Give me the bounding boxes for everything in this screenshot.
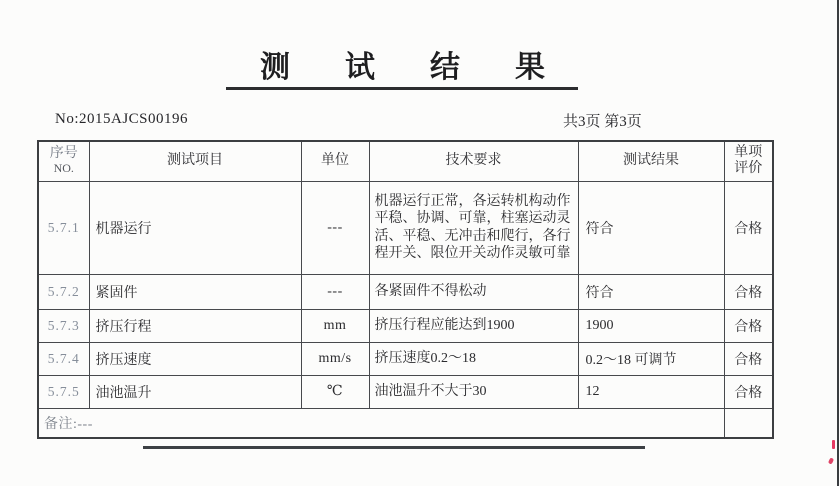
row-requirement: 挤压速度0.2～18 — [369, 342, 578, 375]
col-header-result: 测试结果 — [578, 141, 724, 181]
table-row — [38, 181, 773, 274]
table-row — [38, 342, 773, 375]
row-result: 1900 — [578, 309, 724, 342]
row-no: 5.7.5 — [38, 375, 89, 408]
report-number: No:2015AJCS00196 — [55, 111, 189, 127]
row-requirement: 油池温升不大于30 — [369, 375, 578, 408]
col-header-evaluation-line2: 评价 — [734, 161, 763, 177]
table-header — [38, 141, 773, 181]
header-row — [38, 141, 773, 181]
row-result: 12 — [578, 375, 724, 408]
row-item: 挤压行程 — [89, 309, 301, 342]
scan-red-mark — [828, 457, 834, 464]
scan-edge-line — [837, 0, 840, 486]
row-result: 0.2～18 可调节 — [578, 342, 724, 375]
row-no: 5.7.4 — [38, 342, 89, 375]
row-evaluation: 合格 — [724, 375, 773, 408]
col-header-unit: 单位 — [301, 141, 369, 181]
col-header-evaluation — [724, 141, 773, 181]
col-header-item: 测试项目 — [89, 141, 301, 181]
col-header-requirement: 技术要求 — [369, 141, 578, 181]
test-results-table — [37, 140, 774, 439]
table-row — [38, 274, 773, 309]
title-underline — [226, 87, 578, 90]
row-item: 挤压速度 — [89, 342, 301, 375]
row-item: 紧固件 — [89, 274, 301, 309]
col-header-no-label: 序号 — [49, 146, 78, 162]
table-footer — [38, 408, 773, 438]
row-requirement: 各紧固件不得松动 — [369, 274, 578, 309]
row-item: 机器运行 — [89, 181, 301, 274]
row-evaluation: 合格 — [724, 274, 773, 309]
col-header-evaluation-line1: 单项 — [734, 145, 763, 161]
remark-cell: 备注:--- — [38, 408, 724, 438]
row-requirement: 机器运行正常，各运转机构动作平稳、协调、可靠，柱塞运动灵活、平稳、无冲击和爬行，各行程开关、限位开关动作灵敏可靠 — [369, 181, 578, 274]
row-evaluation: 合格 — [724, 181, 773, 274]
row-result: 符合 — [578, 274, 724, 309]
row-unit: mm/s — [301, 342, 369, 375]
row-requirement: 挤压行程应能达到1900 — [369, 309, 578, 342]
row-evaluation: 合格 — [724, 342, 773, 375]
table-body — [38, 181, 773, 408]
scan-artifact-line — [143, 446, 645, 449]
row-no: 5.7.1 — [38, 181, 89, 274]
row-no: 5.7.2 — [38, 274, 89, 309]
scan-red-mark — [832, 440, 835, 449]
table-row — [38, 309, 773, 342]
row-unit: mm — [301, 309, 369, 342]
col-header-no-sublabel: NO. — [53, 161, 74, 176]
row-unit: ℃ — [301, 375, 369, 408]
remark-empty-cell — [724, 408, 773, 438]
page-title: 测试结果 — [260, 51, 600, 84]
row-item: 油池温升 — [89, 375, 301, 408]
row-result: 符合 — [578, 181, 724, 274]
row-unit: --- — [301, 181, 369, 274]
page-indicator: 共3页 第3页 — [563, 114, 642, 130]
row-unit: --- — [301, 274, 369, 309]
row-evaluation: 合格 — [724, 309, 773, 342]
col-header-no — [38, 141, 89, 181]
row-no: 5.7.3 — [38, 309, 89, 342]
remark-row — [38, 408, 773, 438]
table-row — [38, 375, 773, 408]
